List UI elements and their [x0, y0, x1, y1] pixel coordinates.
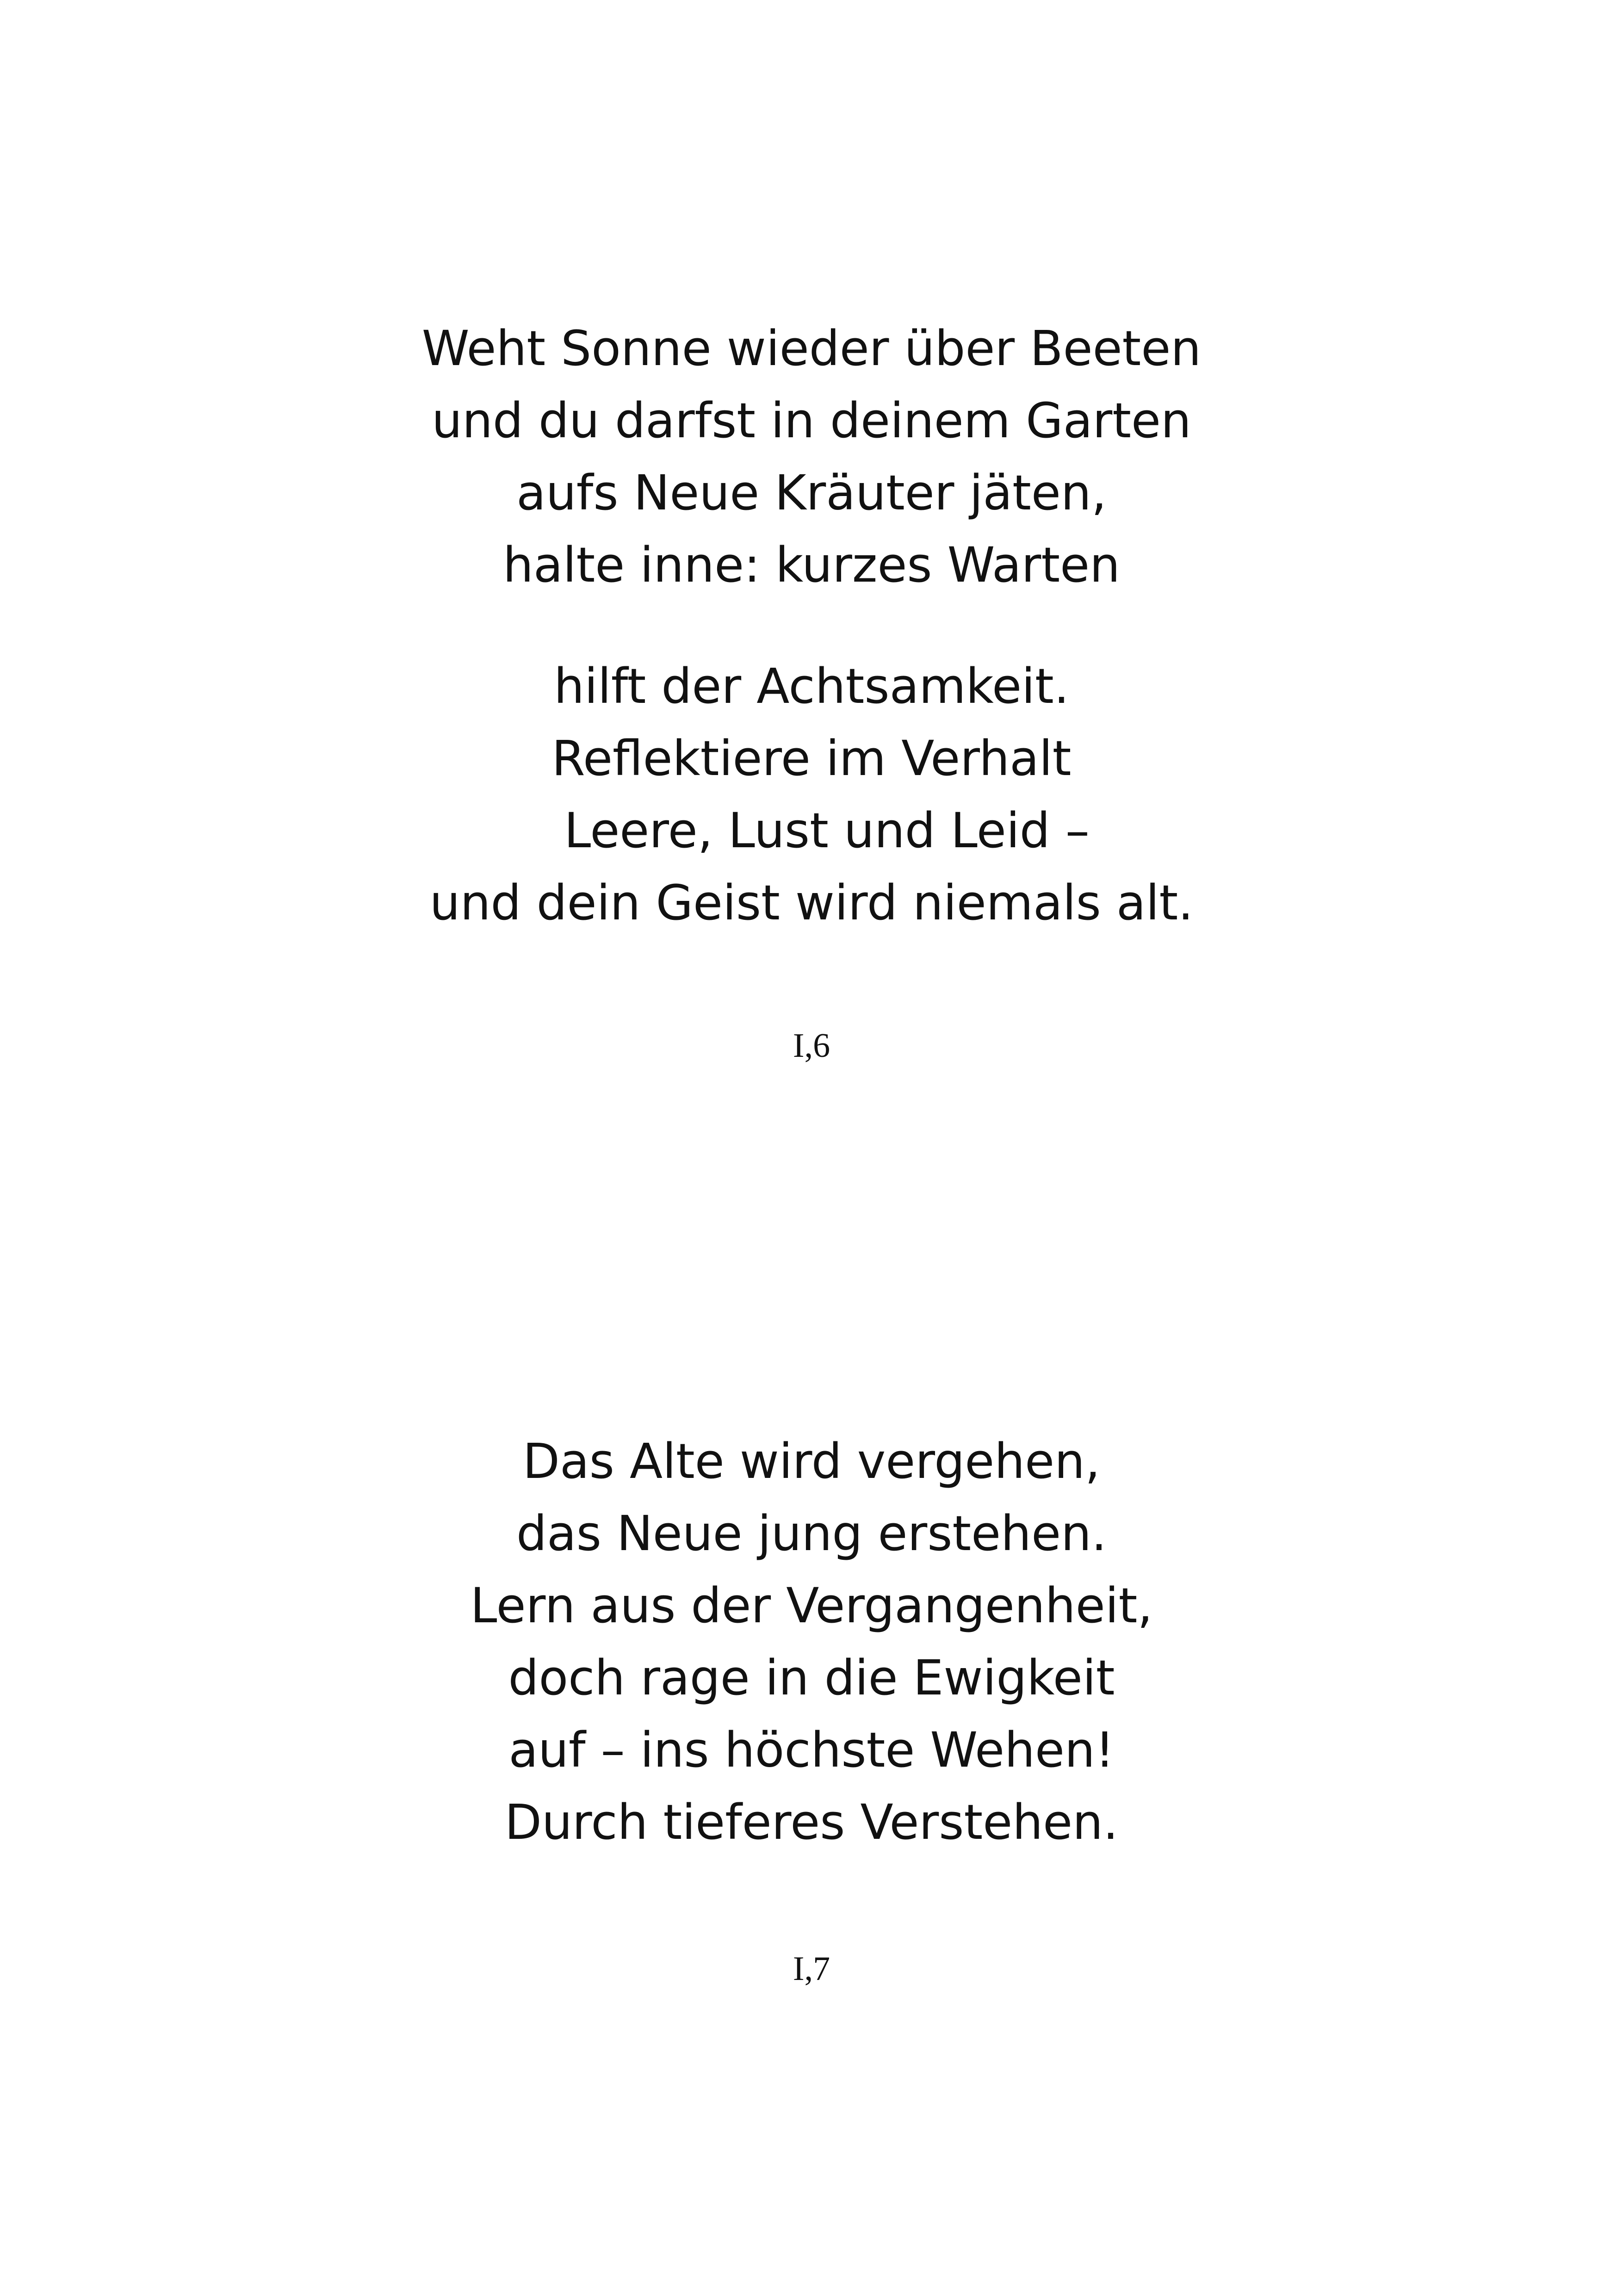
- poem-7-number: I,7: [793, 1950, 830, 1988]
- poem-7-stanza-1: [0, 1425, 1623, 1858]
- poem-line: auf – ins höchste Wehen!: [508, 1722, 1115, 1778]
- poem-line: und du darfst in deinem Garten: [432, 392, 1191, 449]
- poem-6-number: I,6: [793, 1027, 830, 1065]
- poem-line: Leere, Lust und Leid –: [533, 802, 1090, 859]
- poem-line: Durch tieferes Verstehen.: [504, 1794, 1119, 1850]
- poem-line: aufs Neue Kräuter jäten,: [516, 465, 1107, 521]
- poem-line: und dein Geist wird niemals alt.: [429, 875, 1194, 931]
- poem-line: hilft der Achtsamkeit.: [554, 658, 1069, 714]
- poem-6-stanza-1: [0, 312, 1623, 601]
- poem-line: das Neue jung erstehen.: [516, 1505, 1107, 1562]
- poem-line: Lern aus der Vergangenheit,: [470, 1577, 1153, 1634]
- poem-line: Das Alte wird vergehen,: [522, 1433, 1101, 1489]
- poem-line: Weht Sonne wieder über Beeten: [421, 320, 1202, 377]
- poem-line: doch rage in die Ewigkeit: [508, 1650, 1115, 1706]
- poem-line: Reflektiere im Verhalt: [551, 730, 1072, 787]
- poem-6-stanza-2: [0, 650, 1623, 939]
- poem-line: halte inne: kurzes Warten: [502, 537, 1121, 593]
